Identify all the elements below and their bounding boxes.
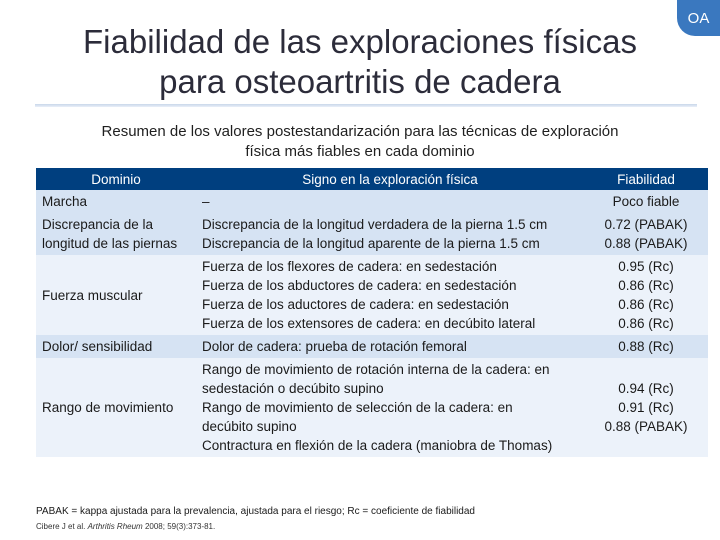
cell-dominio bbox=[36, 358, 196, 457]
citation-details: 2008; 59(3):373-81. bbox=[144, 522, 216, 531]
cell-signo bbox=[196, 335, 584, 358]
fiabilidad-line: 0.95 (Rc) bbox=[618, 259, 674, 274]
subtitle-line-2: física más fiables en cada dominio bbox=[245, 143, 475, 160]
fiabilidad-line: 0.91 (Rc) bbox=[618, 400, 674, 415]
oa-badge: OA bbox=[677, 0, 720, 36]
table-row bbox=[36, 335, 708, 358]
signo-line: – bbox=[202, 194, 210, 209]
citation-journal: Arthritis Rheum bbox=[87, 522, 143, 531]
fiabilidad-line: 0.86 (Rc) bbox=[618, 316, 674, 331]
fiabilidad-line: 0.94 (Rc) bbox=[618, 381, 674, 396]
dominio-line: Rango de movimiento bbox=[42, 400, 174, 415]
subtitle-line-1: Resumen de los valores postestandarización para las técnicas de exploración bbox=[101, 123, 619, 140]
fiabilidad-line: 0.86 (Rc) bbox=[618, 297, 674, 312]
header-dominio: Dominio bbox=[36, 168, 196, 190]
title-line-1: Fiabilidad de las exploraciones físicas bbox=[83, 23, 637, 60]
fiabilidad-line: 0.88 (Rc) bbox=[618, 339, 674, 354]
cell-signo bbox=[196, 255, 584, 335]
fiabilidad-line: 0.88 (PABAK) bbox=[604, 419, 688, 434]
signo-line: Contractura en flexión de la cadera (maniobra de Thomas) bbox=[202, 438, 553, 453]
signo-line: Fuerza de los extensores de cadera: en decúbito lateral bbox=[202, 316, 536, 331]
citation bbox=[36, 522, 215, 531]
fiabilidad-line: 0.88 (PABAK) bbox=[604, 236, 688, 251]
cell-dominio bbox=[36, 335, 196, 358]
signo-line: decúbito supino bbox=[202, 419, 297, 434]
table-row bbox=[36, 358, 708, 457]
cell-fiabilidad bbox=[584, 213, 708, 255]
cell-dominio bbox=[36, 190, 196, 213]
cell-signo bbox=[196, 358, 584, 457]
signo-line: sedestación o decúbito supino bbox=[202, 381, 384, 396]
fiabilidad-line: 0.86 (Rc) bbox=[618, 278, 674, 293]
title-line-2: para osteoartritis de cadera bbox=[159, 63, 561, 100]
dominio-line: Discrepancia de la bbox=[42, 217, 154, 232]
header-signo: Signo en la exploración física bbox=[196, 168, 584, 190]
dominio-line: Dolor/ sensibilidad bbox=[42, 339, 153, 354]
dominio-line: Fuerza muscular bbox=[42, 287, 143, 303]
footnote: PABAK = kappa ajustada para la prevalencia, ajustada para el riesgo; Rc = coeficiente de fiabilidad bbox=[36, 506, 475, 517]
signo-line: Dolor de cadera: prueba de rotación femoral bbox=[202, 339, 467, 354]
slide-subtitle bbox=[60, 122, 660, 162]
signo-line: Fuerza de los abductores de cadera: en sedestación bbox=[202, 278, 517, 293]
signo-line: Fuerza de los aductores de cadera: en sedestación bbox=[202, 297, 509, 312]
cell-fiabilidad bbox=[584, 190, 708, 213]
fiabilidad-line: Poco fiable bbox=[612, 194, 680, 209]
signo-line: Rango de movimiento de selección de la cadera: en bbox=[202, 400, 513, 415]
cell-dominio bbox=[36, 255, 196, 335]
table-header-row bbox=[36, 168, 708, 190]
dominio-line: longitud de las piernas bbox=[42, 236, 178, 251]
cell-fiabilidad bbox=[584, 335, 708, 358]
signo-line: Discrepancia de la longitud verdadera de la pierna 1.5 cm bbox=[202, 217, 548, 232]
fiabilidad-line: 0.72 (PABAK) bbox=[604, 217, 688, 232]
table-row bbox=[36, 190, 708, 213]
citation-authors: Cibere J et al. bbox=[36, 522, 86, 531]
cell-dominio bbox=[36, 213, 196, 255]
signo-line: Fuerza de los flexores de cadera: en sedestación bbox=[202, 259, 497, 274]
signo-line: Discrepancia de la longitud aparente de la pierna 1.5 cm bbox=[202, 236, 540, 251]
table-row bbox=[36, 255, 708, 335]
cell-fiabilidad bbox=[584, 255, 708, 335]
slide-title bbox=[0, 22, 720, 102]
cell-signo bbox=[196, 190, 584, 213]
reliability-table bbox=[36, 168, 708, 457]
cell-signo bbox=[196, 213, 584, 255]
table-row bbox=[36, 213, 708, 255]
signo-line: Rango de movimiento de rotación interna de la cadera: en bbox=[202, 362, 550, 377]
cell-fiabilidad bbox=[584, 358, 708, 457]
header-fiabilidad: Fiabilidad bbox=[584, 168, 708, 190]
dominio-line: Marcha bbox=[42, 194, 88, 209]
title-divider bbox=[35, 104, 697, 107]
